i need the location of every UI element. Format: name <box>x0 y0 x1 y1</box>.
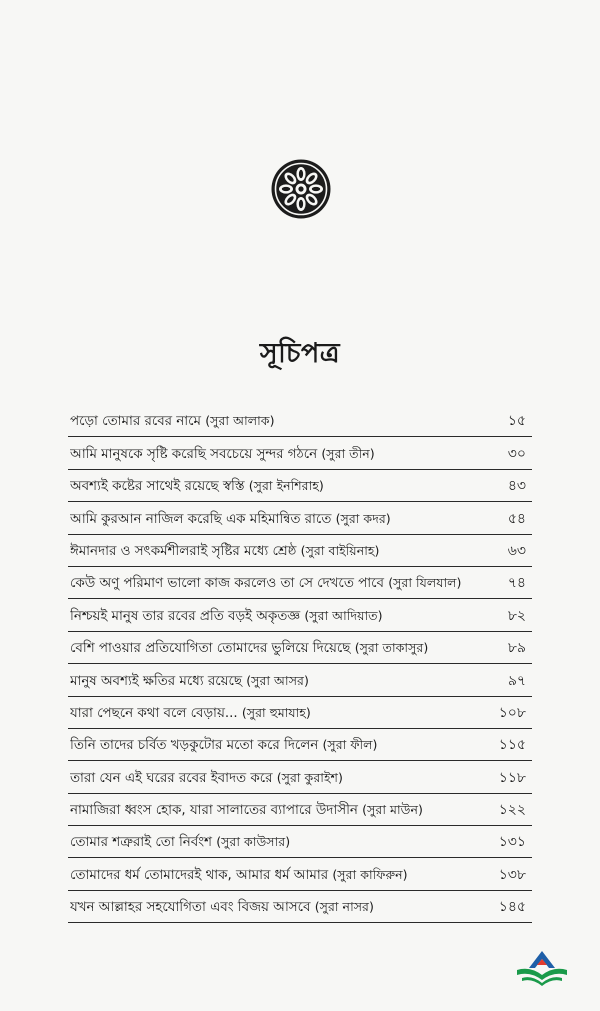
toc-entry[interactable] <box>68 664 532 696</box>
toc-entry-title <box>70 476 324 498</box>
toc-entry[interactable] <box>68 535 532 567</box>
toc-entry-page-number: ১২২ <box>498 802 526 819</box>
toc-entry-sura: (সুরা নাসর) <box>314 899 374 915</box>
toc-entry-sura: (সুরা আলাক) <box>205 413 275 429</box>
toc-entry-page-number: ৮২ <box>507 607 526 624</box>
toc-entry-title <box>70 509 391 531</box>
toc-entry[interactable] <box>68 599 532 631</box>
toc-entry-page-number: ১৪৫ <box>498 899 526 916</box>
toc-entry-title <box>70 735 377 757</box>
toc-entry-heading: তারা যেন এই ঘরের রবের ইবাদত করে <box>70 770 273 786</box>
toc-entry-title <box>70 768 343 790</box>
toc-entry[interactable] <box>68 858 532 890</box>
flower-ornament-icon <box>270 158 332 220</box>
table-of-contents <box>68 405 532 923</box>
toc-entry[interactable] <box>68 794 532 826</box>
toc-entry-page-number: ৪৩ <box>507 478 526 495</box>
toc-entry-page-number: ১৩১ <box>498 834 526 851</box>
toc-entry-title <box>70 800 423 822</box>
toc-entry-sura: (সুরা যিলযাল) <box>388 575 462 591</box>
toc-entry-heading: তোমাদের ধর্ম তোমাদেরই থাক, আমার ধর্ম আমার <box>70 867 329 883</box>
toc-entry-heading: পড়ো তোমার রবের নামে <box>70 414 201 430</box>
toc-entry-title <box>70 865 408 887</box>
toc-entry[interactable] <box>68 470 532 502</box>
toc-entry-sura: (সুরা মাউন) <box>362 802 423 818</box>
toc-entry-page-number: ১১৮ <box>498 769 526 786</box>
toc-entry[interactable] <box>68 761 532 793</box>
toc-entry-page-number: ৭৪ <box>507 575 526 592</box>
toc-entry[interactable] <box>68 826 532 858</box>
toc-entry-heading: নামাজিরা ধ্বংস হোক, যারা সালাতের ব্যাপারে উদাসীন <box>70 803 358 819</box>
toc-entry-page-number: ১১৫ <box>498 737 526 754</box>
toc-entry-page-number: ১৩৮ <box>498 866 526 883</box>
toc-entry-heading: ঈমানদার ও সৎকর্মশীলরাই সৃষ্টির মধ্যে শ্রেষ্ঠ <box>70 543 297 559</box>
toc-entry-page-number: ৯৭ <box>507 672 526 689</box>
toc-entry[interactable] <box>68 567 532 599</box>
toc-entry-heading: তিনি তাদের চর্বিত খড়কুটোর মতো করে দিলেন <box>70 738 319 754</box>
toc-entry-sura: (সুরা আসর) <box>246 672 309 688</box>
toc-entry-title <box>70 897 374 919</box>
toc-entry[interactable] <box>68 729 532 761</box>
toc-entry-sura: (সুরা তাকাসুর) <box>354 640 429 656</box>
toc-entry-heading: তোমার শত্রুরাই তো নির্বংশ <box>70 835 212 851</box>
toc-entry-heading: বেশি পাওয়ার প্রতিযোগিতা তোমাদের ভুলিয়ে দিয়েছে <box>70 641 351 657</box>
toc-entry-page-number: ৮৯ <box>507 640 526 657</box>
toc-entry-title <box>70 638 428 660</box>
toc-entry-heading: আমি কুরআন নাজিল করেছি এক মহিমান্বিত রাতে <box>70 511 332 527</box>
toc-entry-sura: (সুরা হুমাযাহ) <box>241 704 311 720</box>
toc-entry-heading: আমি মানুষকে সৃষ্টি করেছি সবচেয়ে সুন্দর গঠনে <box>70 446 318 462</box>
toc-entry-title <box>70 411 275 433</box>
toc-entry-sura: (সুরা ফীল) <box>322 737 378 753</box>
toc-entry[interactable] <box>68 891 532 923</box>
toc-entry-title <box>70 671 309 693</box>
toc-entry-title <box>70 703 311 725</box>
toc-entry-title <box>70 444 375 466</box>
toc-entry-heading: যখন আল্লাহর সহযোগিতা এবং বিজয় আসবে <box>70 900 311 916</box>
publisher-logo-icon <box>514 948 570 990</box>
toc-entry[interactable] <box>68 697 532 729</box>
toc-entry-heading: নিশ্চয়ই মানুষ তার রবের প্রতি বড়ই অকৃতজ্ঞ <box>70 608 301 624</box>
toc-entry[interactable] <box>68 502 532 534</box>
toc-entry-heading: অবশ্যই কষ্টের সাথেই রয়েছে স্বস্তি <box>70 479 245 495</box>
toc-entry-sura: (সুরা বাইয়িনাহ) <box>300 542 380 558</box>
toc-entry-sura: (সুরা কাউসার) <box>216 834 291 850</box>
toc-entry[interactable] <box>68 405 532 437</box>
toc-entry-title <box>70 573 461 595</box>
page-title: সূচিপত্র <box>259 338 341 369</box>
toc-entry-sura: (সুরা কুরাইশ) <box>276 769 343 785</box>
toc-entry-title <box>70 606 383 628</box>
toc-entry[interactable] <box>68 632 532 664</box>
toc-entry-title <box>70 541 379 563</box>
toc-entry-sura: (সুরা আদিয়াত) <box>304 607 383 623</box>
toc-entry-page-number: ১৫ <box>507 413 526 430</box>
toc-entry-heading: কেউ অণু পরিমাণ ভালো কাজ করলেও তা সে দেখতে পাবে <box>70 576 384 592</box>
toc-entry-page-number: ৫৪ <box>507 510 526 527</box>
toc-entry-sura: (সুরা তীন) <box>321 445 375 461</box>
toc-entry-page-number: ১০৮ <box>498 704 526 721</box>
toc-entry-page-number: ৬৩ <box>507 542 526 559</box>
toc-entry-page-number: ৩০ <box>507 445 526 462</box>
toc-entry-sura: (সুরা কাফিরুন) <box>332 866 408 882</box>
toc-entry-heading: মানুষ অবশ্যই ক্ষতির মধ্যে রয়েছে <box>70 673 242 689</box>
toc-entry-heading: যারা পেছনে কথা বলে বেড়ায়... <box>70 705 238 721</box>
toc-entry[interactable] <box>68 437 532 469</box>
toc-entry-title <box>70 832 290 854</box>
toc-entry-sura: (সুরা ইনশিরাহ) <box>248 478 324 494</box>
toc-entry-sura: (সুরা কদর) <box>335 510 391 526</box>
